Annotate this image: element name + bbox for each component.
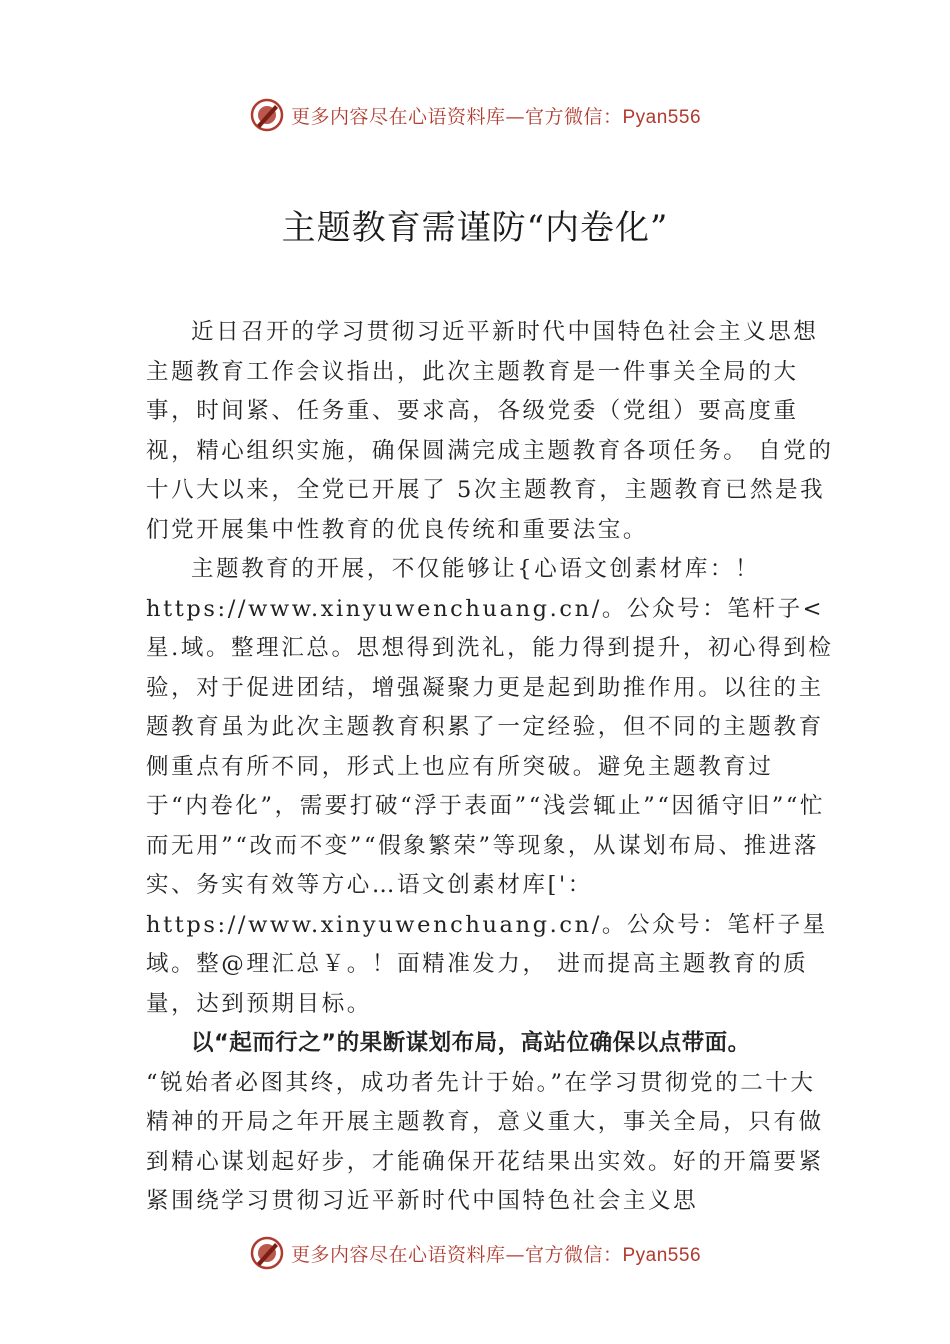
paragraph: 主题教育的开展，不仅能够让{心语文创素材库：！: [191, 556, 761, 582]
banner-text: 更多内容尽在心语资料库—官方微信：Pyan556: [290, 105, 702, 128]
paragraph: 近日召开的学习贯彻习近平新时代中国特色社会主义思想主题教育工作会议指出，此次主题教育是一件事关全局的大事，时间紧、任务重、要求高，各级党委（党组）要高度重视，精心组织实施，确保圆满完成主题教育各项任务。 自党的十八大以来，全党已开展了 5次主题教育，主题教育已然是我们党开展集中性教育的优良传统和重要法宝。: [146, 319, 834, 543]
pen-logo-icon: [249, 1235, 285, 1271]
article-body: [146, 313, 836, 1222]
pen-logo-icon: [249, 97, 285, 133]
section-heading: 以“起而行之”的果断谋划布局，高站位确保以点带面。: [191, 1030, 751, 1056]
banner-text: 更多内容尽在心语资料库—官方微信：Pyan556: [290, 1243, 702, 1266]
header-banner: [0, 95, 950, 135]
footer-banner: [0, 1233, 950, 1273]
paragraph: https://www.xinyuwenchuang.cn/。公众号：笔杆子<星.域。整理汇总。思想得到洗礼，能力得到提升，初心得到检验，对于促进团结，增强凝聚力更是起到助推作用。以往的主题教育虽为此次主题教育积累了一定经验，但不同的主题教育侧重点有所不同，形式上也应有所突破。避免主题教育过于“内卷化”，需要打破“浮于表面”“浅尝辄止”“因循守旧”“忙而无用”“改而不变”“假象繁荣”等现象，从谋划布局、推进落实、务实有效等方心…语文创素材库['：: [146, 595, 834, 898]
paragraph: “锐始者必图其终，成功者先计于始。”在学习贯彻党的二十大精神的开局之年开展主题教育，意义重大，事关全局，只有做到精心谋划起好步，才能确保开花结果出实效。好的开篇要紧紧围绕学习贯彻习近平新时代中国特色社会主义思: [146, 1069, 824, 1214]
paragraph: https://www.xinyuwenchuang.cn/。公众号：笔杆子星域。整@理汇总￥。！面精准发力， 进而提高主题教育的质量，达到预期目标。: [146, 911, 828, 1017]
page-title: 主题教育需谨防“内卷化”: [281, 208, 669, 248]
